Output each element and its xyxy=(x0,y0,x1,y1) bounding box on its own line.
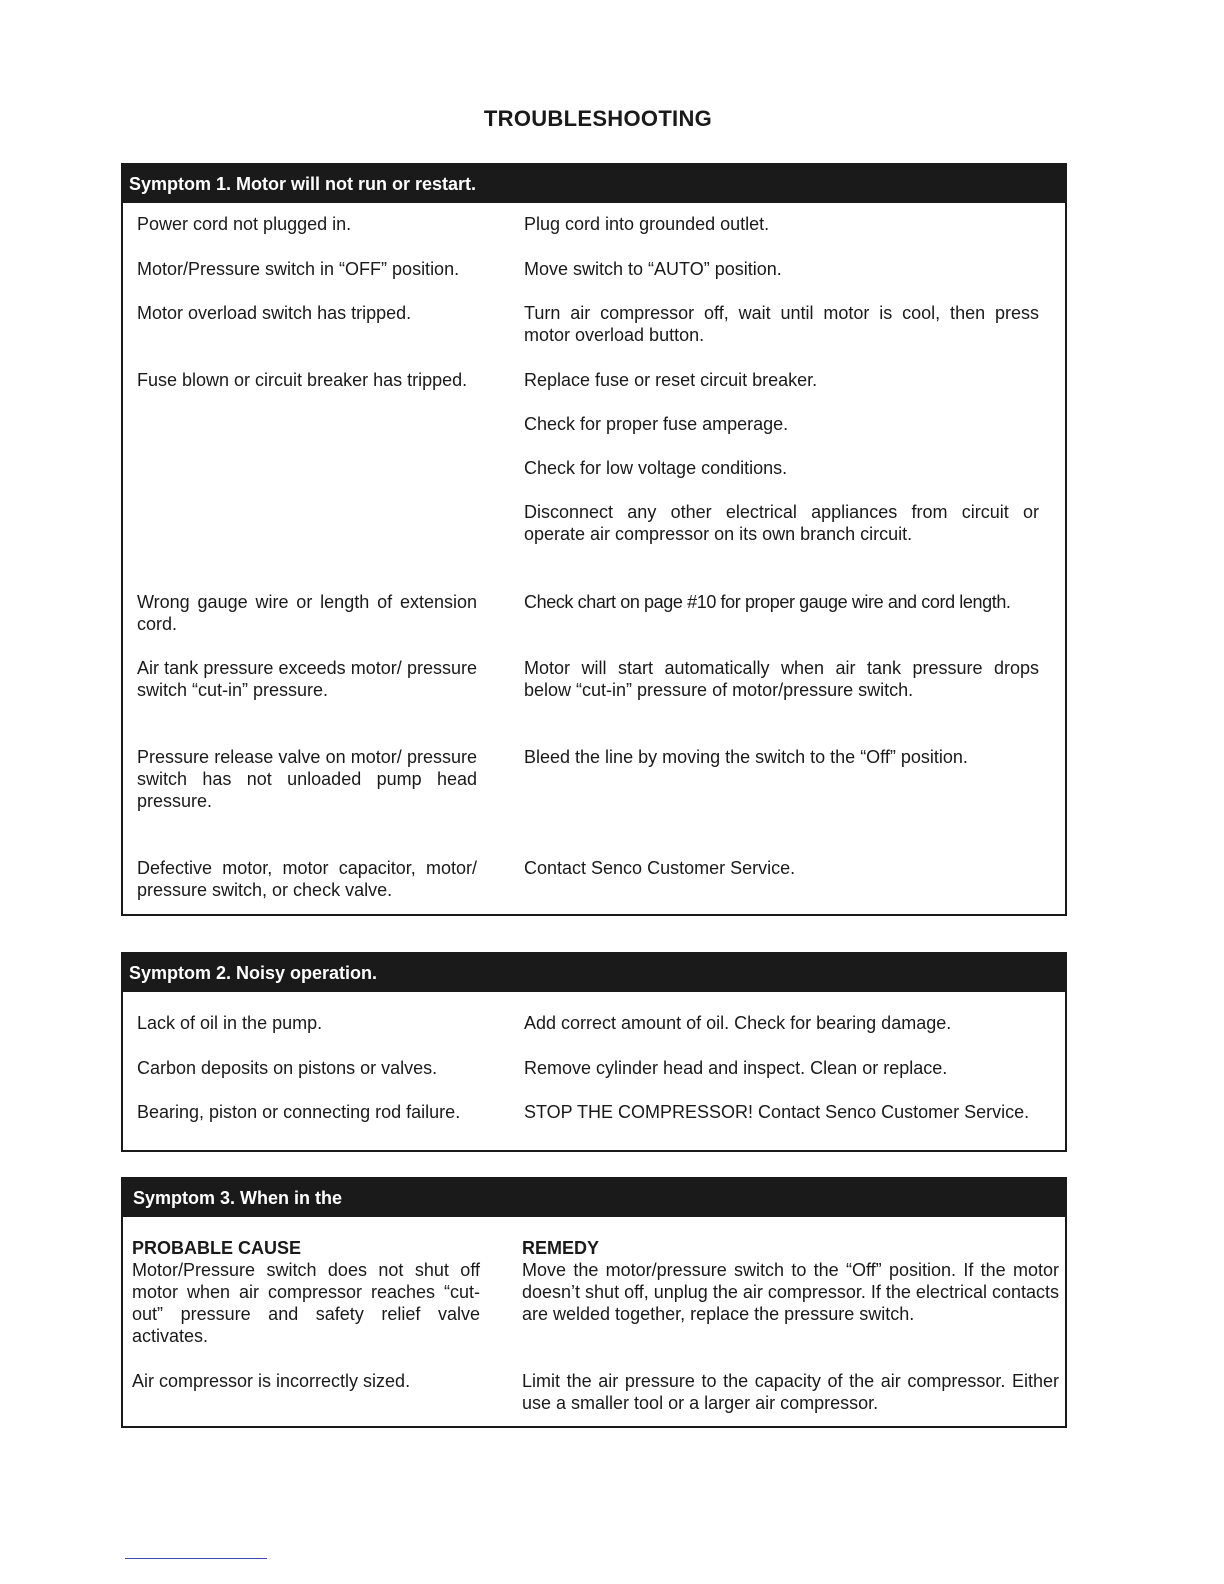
page-title: TROUBLESHOOTING xyxy=(483,106,713,131)
remedy-text: Limit the air pressure to the capacity of the air compressor. Either use a smaller tool or a larger air compressor. xyxy=(522,1371,1059,1413)
remedy xyxy=(524,746,1039,768)
remedy-text: Check chart on page #10 for proper gauge wire and cord length. xyxy=(524,592,1011,612)
remedy xyxy=(524,213,1039,235)
remedy-heading: REMEDY xyxy=(522,1238,600,1258)
symptom-2-header: Symptom 2. Noisy operation. xyxy=(123,954,1065,992)
remedy-text: Motor will start automatically when air tank pressure drops below “cut-in” pressure of motor/pressure switch. xyxy=(524,658,1039,700)
remedy-text: Bleed the line by moving the switch to the “Off” position. xyxy=(524,747,968,767)
symptom-3-section xyxy=(121,1177,1067,1428)
remedy xyxy=(524,1012,1039,1034)
remedy xyxy=(524,1101,1039,1123)
symptom-1-section xyxy=(121,163,1067,916)
probable-cause: Motor overload switch has tripped. xyxy=(137,303,412,323)
remedy xyxy=(524,1057,1039,1079)
probable-cause: Pressure release valve on motor/ pressure switch has not unloaded pump head pressure. xyxy=(137,747,477,811)
probable-cause: Wrong gauge wire or length of extension cord. xyxy=(137,592,477,634)
footer-rule xyxy=(125,1558,267,1559)
remedy-text: Replace fuse or reset circuit breaker. xyxy=(524,370,818,390)
probable-cause: Motor/Pressure switch in “OFF” position. xyxy=(137,259,460,279)
remedy-text: Move switch to “AUTO” position. xyxy=(524,259,782,279)
symptom-3-header: Symptom 3. When in the xyxy=(123,1179,1065,1217)
remedy xyxy=(524,302,1039,346)
remedy-text: Plug cord into grounded outlet. xyxy=(524,214,770,234)
remedy-text: Turn air compressor off, wait until motor is cool, then press motor overload button. xyxy=(524,303,1039,345)
remedy xyxy=(522,1370,1059,1414)
remedy-text: Add correct amount of oil. Check for bearing damage. xyxy=(524,1013,952,1033)
probable-cause: Fuse blown or circuit breaker has tripped. xyxy=(137,370,468,390)
remedy-text: STOP THE COMPRESSOR! Contact Senco Customer Service. xyxy=(524,1102,1030,1122)
remedy-text: Move the motor/pressure switch to the “Off” position. If the motor doesn’t shut off, unplug the air compressor. If the electrical contacts are welded together, replace the pressure switch. xyxy=(522,1260,1059,1324)
symptom-1-header: Symptom 1. Motor will not run or restart. xyxy=(123,165,1065,203)
remedy-text: Check for low voltage conditions. xyxy=(524,458,788,478)
remedy-text: Remove cylinder head and inspect. Clean or replace. xyxy=(524,1058,948,1078)
remedy xyxy=(522,1259,1059,1325)
remedy xyxy=(524,369,1039,545)
probable-cause: Air compressor is incorrectly sized. xyxy=(132,1371,411,1391)
probable-cause: Bearing, piston or connecting rod failure. xyxy=(137,1102,461,1122)
probable-cause: Carbon deposits on pistons or valves. xyxy=(137,1058,438,1078)
probable-cause: Motor/Pressure switch does not shut off motor when air compressor reaches “cut-out” pressure and safety relief valve activates. xyxy=(132,1260,480,1346)
symptom-2-section xyxy=(121,952,1067,1152)
probable-cause: Lack of oil in the pump. xyxy=(137,1013,323,1033)
remedy-text: Check for proper fuse amperage. xyxy=(524,414,789,434)
probable-cause-heading: PROBABLE CAUSE xyxy=(132,1238,302,1258)
remedy-text: Contact Senco Customer Service. xyxy=(524,858,796,878)
remedy xyxy=(524,657,1039,701)
probable-cause: Power cord not plugged in. xyxy=(137,214,352,234)
probable-cause: Defective motor, motor capacitor, motor/ pressure switch, or check valve. xyxy=(137,858,477,900)
remedy xyxy=(524,258,1039,280)
remedy xyxy=(524,857,1039,879)
probable-cause: Air tank pressure exceeds motor/ pressure switch “cut-in” pressure. xyxy=(137,658,477,700)
remedy-text: Disconnect any other electrical appliances from circuit or operate air compressor on its own branch circuit. xyxy=(524,502,1039,544)
remedy xyxy=(524,591,1039,613)
